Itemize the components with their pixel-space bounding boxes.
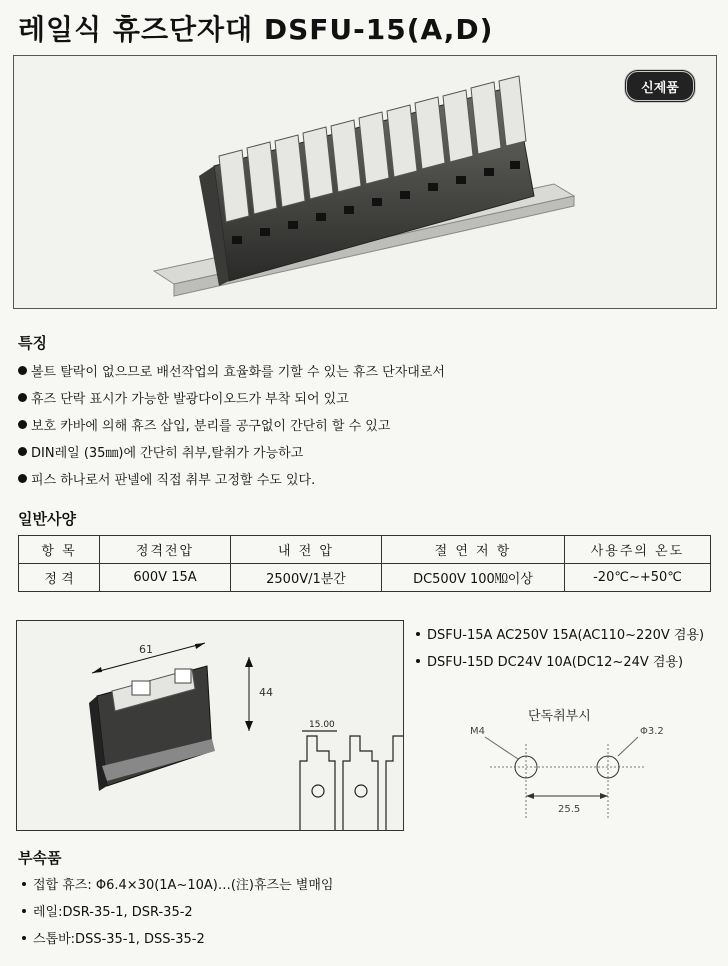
bullet-icon <box>22 882 26 886</box>
bullet-icon <box>18 366 27 375</box>
specs-cell: -20℃~+50℃ <box>565 564 711 592</box>
specs-data-row <box>19 564 711 592</box>
feature-item: 휴즈 단락 표시가 가능한 발광다이오드가 부착 되어 있고 <box>18 388 349 407</box>
specs-header-cell: 항 목 <box>19 536 100 564</box>
height-dimension-label: 44 <box>259 686 273 699</box>
bullet-icon <box>416 632 420 636</box>
hole-size-label: Φ3.2 <box>640 726 664 737</box>
bullet-icon <box>22 936 26 940</box>
bullet-icon <box>18 393 27 402</box>
accessory-item: 접합 휴즈: Φ6.4×30(1A~10A)…(注)휴즈는 별매임 <box>22 874 333 893</box>
specs-cell: 정 격 <box>19 564 100 592</box>
bullet-icon <box>18 420 27 429</box>
specs-cell: DC500V 100㏁이상 <box>382 564 565 592</box>
model-note: DSFU-15D DC24V 10A(DC12~24V 겸용) <box>416 651 683 670</box>
specs-heading: 일반사양 <box>18 510 76 528</box>
width-dimension-label: 61 <box>139 643 153 656</box>
specs-header-cell: 내 전 압 <box>231 536 382 564</box>
feature-item: 피스 하나로서 판넬에 직접 취부 고정할 수도 있다. <box>18 469 315 488</box>
bullet-icon <box>22 909 26 913</box>
mounting-title: 단독취부시 <box>528 709 591 724</box>
feature-item: 보호 카바에 의해 휴즈 삽입, 분리를 공구없이 간단히 할 수 있고 <box>18 415 390 434</box>
feature-item: 볼트 탈락이 없으므로 배선작업의 효율화를 기할 수 있는 휴즈 단자대로서 <box>18 361 445 380</box>
features-heading: 특징 <box>18 334 47 352</box>
mounting-drawing <box>460 704 700 829</box>
model-note: DSFU-15A AC250V 15A(AC110~220V 겸용) <box>416 624 704 643</box>
specs-cell: 600V 15A <box>100 564 231 592</box>
pitch-dimension-label: 15.00 <box>309 720 335 730</box>
feature-item: DIN레일 (35㎜)에 간단히 취부,탈취가 가능하고 <box>18 442 303 461</box>
specs-table <box>18 535 711 592</box>
accessories-heading: 부속품 <box>18 849 62 867</box>
specs-cell: 2500V/1분간 <box>231 564 382 592</box>
specs-header-cell: 사용주의 온도 <box>565 536 711 564</box>
accessory-item: 스톱바:DSS-35-1, DSS-35-2 <box>22 928 205 947</box>
specs-header-cell: 정격전압 <box>100 536 231 564</box>
accessory-item: 레일:DSR-35-1, DSR-35-2 <box>22 901 193 920</box>
bullet-icon <box>18 447 27 456</box>
bullet-icon <box>18 474 27 483</box>
terminal-block-illustration <box>14 56 716 308</box>
screw-size-label: M4 <box>470 726 485 737</box>
specs-header-cell: 절 연 저 항 <box>382 536 565 564</box>
dimension-drawing <box>16 620 404 831</box>
specs-header-row <box>19 536 711 564</box>
new-product-badge: 신제품 <box>624 69 696 103</box>
page-title: 레일식 휴즈단자대 DSFU-15(A,D) <box>18 13 494 46</box>
hole-spacing-label: 25.5 <box>558 804 581 815</box>
product-photo <box>13 55 717 309</box>
bullet-icon <box>416 659 420 663</box>
